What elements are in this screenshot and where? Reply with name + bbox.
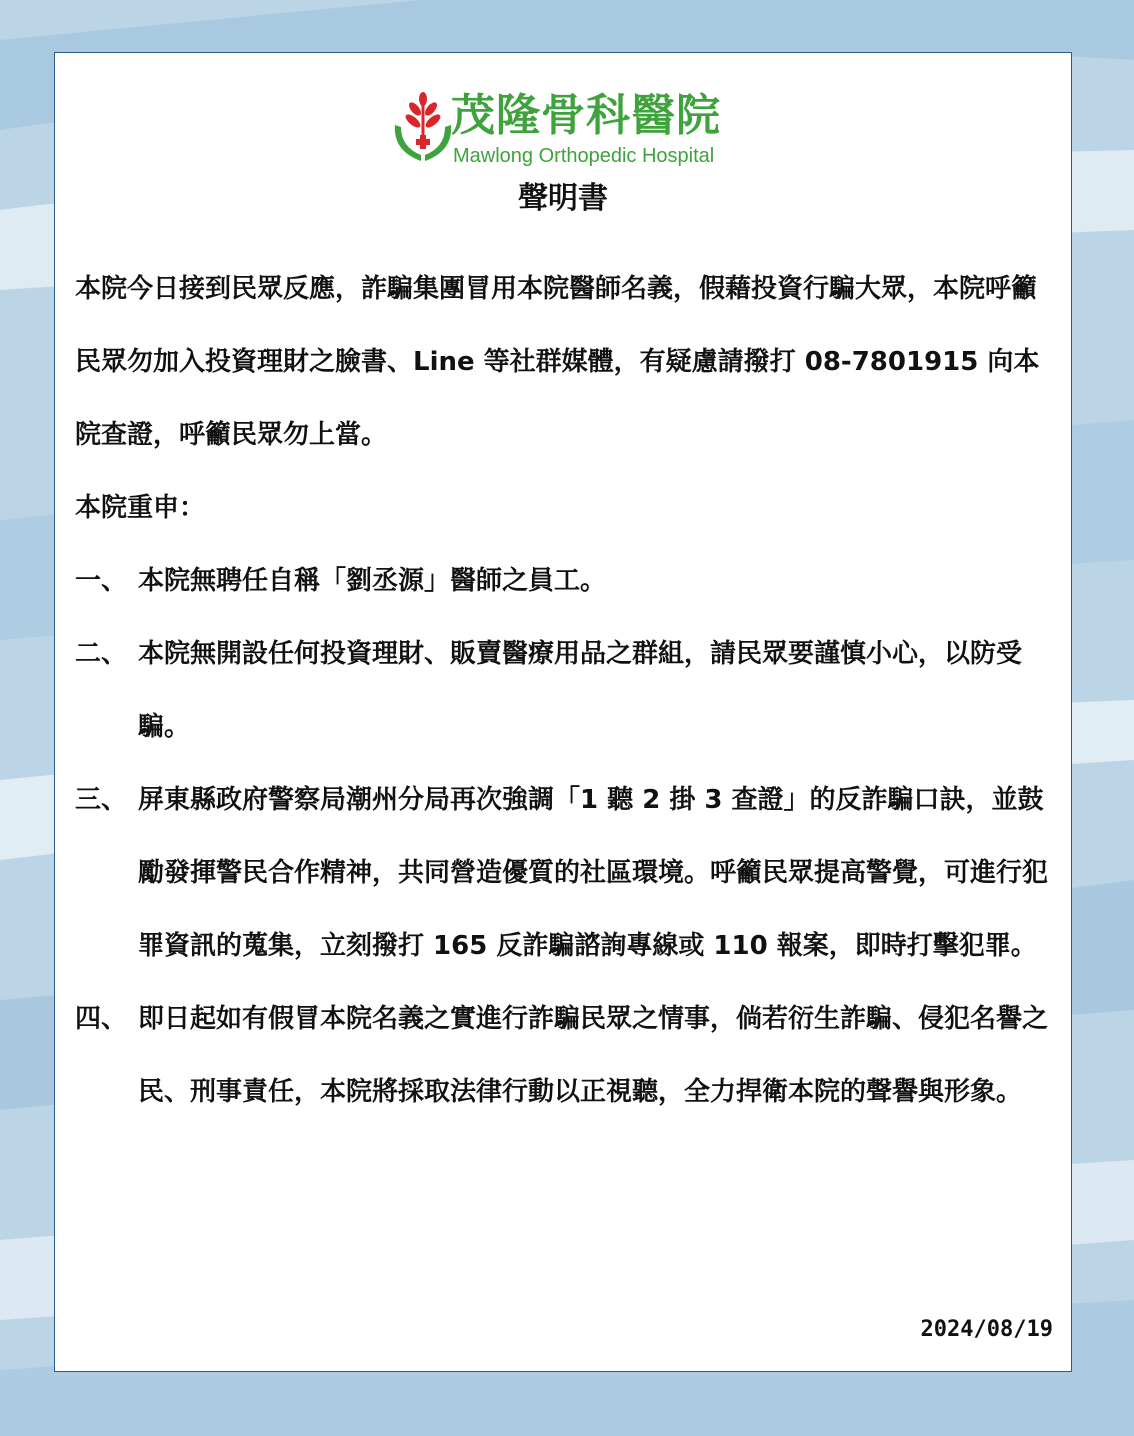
document-body	[75, 253, 1057, 1129]
restate-label: 本院重申：	[75, 493, 206, 523]
list-item-number: 三、	[75, 785, 128, 815]
list-item	[75, 618, 1057, 764]
document-title: 聲明書	[518, 181, 608, 216]
list-item	[75, 545, 1057, 618]
list-item-text: 屏東縣政府警察局潮州分局再次強調「1 聽 2 掛 3 查證」的反詐騙口訣，並鼓勵發揮警民合作精神，共同營造優質的社區環境。呼籲民眾提高警覺，可進行犯罪資訊的蒐集，立刻撥打 165 反詐騙諮詢專線或 110 報案，即時打擊犯罪。	[138, 785, 1049, 961]
statement-card	[54, 52, 1072, 1372]
list-item-text: 本院無開設任何投資理財、販賣醫療用品之群組，請民眾要謹慎小心，以防受騙。	[138, 639, 1023, 742]
list-item	[75, 764, 1057, 983]
intro-paragraph: 本院今日接到民眾反應，詐騙集團冒用本院醫師名義，假藉投資行騙大眾，本院呼籲民眾勿加入投資理財之臉書、Line 等社群媒體，有疑慮請撥打 08-7801915 向本院查證，呼籲民眾勿上當。	[75, 274, 1040, 450]
hospital-logo-icon	[391, 91, 455, 165]
list-item-number: 一、	[75, 566, 128, 596]
hospital-name-en: Mawlong Orthopedic Hospital	[453, 145, 715, 167]
list-item-number: 四、	[75, 1004, 128, 1034]
hospital-name-cn: 茂隆骨科醫院	[451, 90, 721, 141]
list-item-text: 即日起如有假冒本院名義之實進行詐騙民眾之情事，倘若衍生詐騙、侵犯名譽之民、刑事責任，本院將採取法律行動以正視聽，全力捍衛本院的聲譽與形象。	[138, 1004, 1049, 1107]
document-date: 2024/08/19	[920, 1317, 1053, 1342]
list-item	[75, 983, 1057, 1129]
list-item-text: 本院無聘任自稱「劉丞源」醫師之員工。	[138, 566, 607, 596]
list-item-number: 二、	[75, 639, 128, 669]
hospital-logo	[391, 89, 751, 169]
